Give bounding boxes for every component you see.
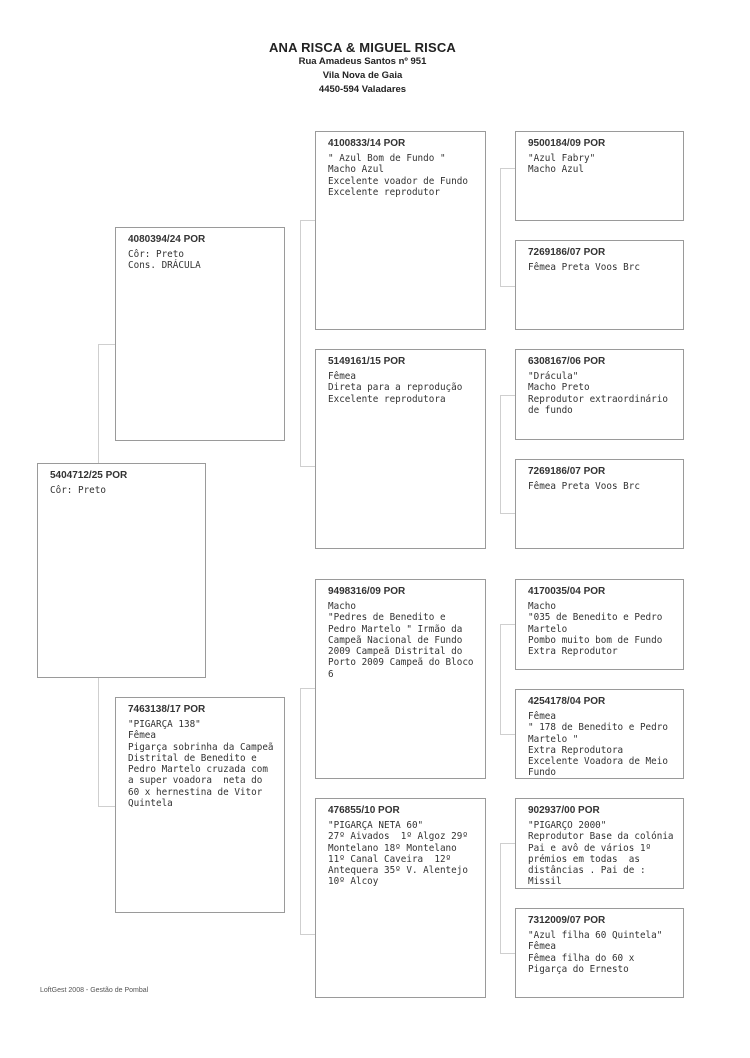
- pedigree-box-dd-dam[interactable]: [515, 908, 684, 998]
- bird-description: Macho "Pedres de Benedito e Pedro Martelo " Irmão da Campeã Nacional de Fundo 2009 Campeã Distrital do Porto 2009 Campeã do Bloco 6: [328, 601, 474, 680]
- pedigree-box-dam[interactable]: [115, 697, 285, 913]
- bird-description: Fêmea Direta para a reprodução Excelente reprodutora: [328, 371, 463, 405]
- pedigree-box-subject[interactable]: [37, 463, 206, 678]
- bird-description: "Azul Fabry" Macho Azul: [528, 153, 596, 176]
- pedigree-box-sire-sire[interactable]: [315, 131, 486, 330]
- ring-number: 7312009/07 POR: [528, 915, 606, 926]
- bird-description: Côr: Preto Cons. DRÁCULA: [128, 249, 201, 272]
- bird-description: Fêmea " 178 de Benedito e Pedro Martelo " Extra Reprodutora Excelente Voadora de Meio Fundo: [528, 711, 668, 779]
- bird-description: Fêmea Preta Voos Brc: [528, 262, 640, 273]
- connector-line: [98, 344, 99, 464]
- software-footer: LoftGest 2008 - Gestão de Pombal: [40, 987, 149, 994]
- connector-line: [500, 953, 515, 954]
- connector-line: [500, 843, 501, 953]
- connector-line: [500, 843, 515, 844]
- ring-number: 9498316/09 POR: [328, 586, 406, 597]
- bird-description: Macho "035 de Benedito e Pedro Martelo Pombo muito bom de Fundo Extra Reprodutor: [528, 601, 663, 658]
- ring-number: 902937/00 POR: [528, 805, 600, 816]
- connector-line: [500, 286, 515, 287]
- connector-line: [300, 220, 315, 221]
- ring-number: 4170035/04 POR: [528, 586, 606, 597]
- connector-line: [300, 934, 315, 935]
- pedigree-box-ds-sire[interactable]: [515, 579, 684, 670]
- pedigree-box-sd-dam[interactable]: [515, 459, 684, 549]
- ring-number: 5149161/15 POR: [328, 356, 406, 367]
- bird-description: Fêmea Preta Voos Brc: [528, 481, 640, 492]
- pedigree-box-sd-sire[interactable]: [515, 349, 684, 440]
- breeder-name: ANA RISCA & MIGUEL RISCA: [268, 40, 457, 55]
- connector-line: [500, 734, 515, 735]
- pedigree-box-dd-sire[interactable]: [515, 798, 684, 889]
- connector-line: [98, 678, 99, 806]
- connector-line: [500, 395, 515, 396]
- ring-number: 7463138/17 POR: [128, 704, 206, 715]
- bird-description: "PIGARÇO 2000" Reprodutor Base da colónia Pai e avô de vários 1º prémios em todas as distâncias . Pai de : Missil: [528, 820, 674, 888]
- ring-number: 4254178/04 POR: [528, 696, 606, 707]
- breeder-header: [0, 40, 725, 97]
- bird-description: "PIGARÇA NETA 60" 27º Aivados 1º Algoz 29º Montelano 18º Montelano 11º Canal Caveira 12º Antequera 35º V. Alentejo 10º Alcoy: [328, 820, 468, 888]
- ring-number: 476855/10 POR: [328, 805, 400, 816]
- connector-line: [300, 466, 315, 467]
- connector-line: [300, 220, 301, 466]
- connector-line: [300, 688, 315, 689]
- ring-number: 4100833/14 POR: [328, 138, 406, 149]
- ring-number: 7269186/07 POR: [528, 466, 606, 477]
- connector-line: [500, 395, 501, 513]
- pedigree-box-dam-sire[interactable]: [315, 579, 486, 779]
- pedigree-box-ss-dam[interactable]: [515, 240, 684, 330]
- breeder-address: Rua Amadeus Santos nº 951: [298, 56, 427, 67]
- pedigree-box-ss-sire[interactable]: [515, 131, 684, 221]
- connector-line: [500, 624, 501, 734]
- bird-description: "Drácula" Macho Preto Reprodutor extraordinário de fundo: [528, 371, 668, 416]
- bird-description: "Azul filha 60 Quintela" Fêmea Fêmea filha do 60 x Pigarça do Ernesto: [528, 930, 663, 975]
- connector-line: [98, 806, 115, 807]
- ring-number: 4080394/24 POR: [128, 234, 206, 245]
- connector-line: [500, 168, 501, 286]
- breeder-city: Vila Nova de Gaia: [322, 70, 403, 81]
- connector-line: [500, 513, 515, 514]
- pedigree-box-sire-dam[interactable]: [315, 349, 486, 549]
- ring-number: 7269186/07 POR: [528, 247, 606, 258]
- ring-number: 9500184/09 POR: [528, 138, 606, 149]
- bird-description: " Azul Bom de Fundo " Macho Azul Excelente voador de Fundo Excelente reprodutor: [328, 153, 468, 198]
- bird-description: "PIGARÇA 138" Fêmea Pigarça sobrinha da Campeã Distrital de Benedito e Pedro Martelo cruzada com a super voadora neta do 60 x hernestina de Vitor Quintela: [128, 719, 274, 810]
- breeder-postal: 4450-594 Valadares: [318, 84, 407, 95]
- ring-number: 5404712/25 POR: [50, 470, 128, 481]
- pedigree-box-ds-dam[interactable]: [515, 689, 684, 779]
- connector-line: [300, 688, 301, 934]
- pedigree-box-sire[interactable]: [115, 227, 285, 441]
- connector-line: [500, 168, 515, 169]
- bird-description: Côr: Preto: [50, 485, 106, 496]
- ring-number: 6308167/06 POR: [528, 356, 606, 367]
- connector-line: [98, 344, 115, 345]
- pedigree-box-dam-dam[interactable]: [315, 798, 486, 998]
- connector-line: [500, 624, 515, 625]
